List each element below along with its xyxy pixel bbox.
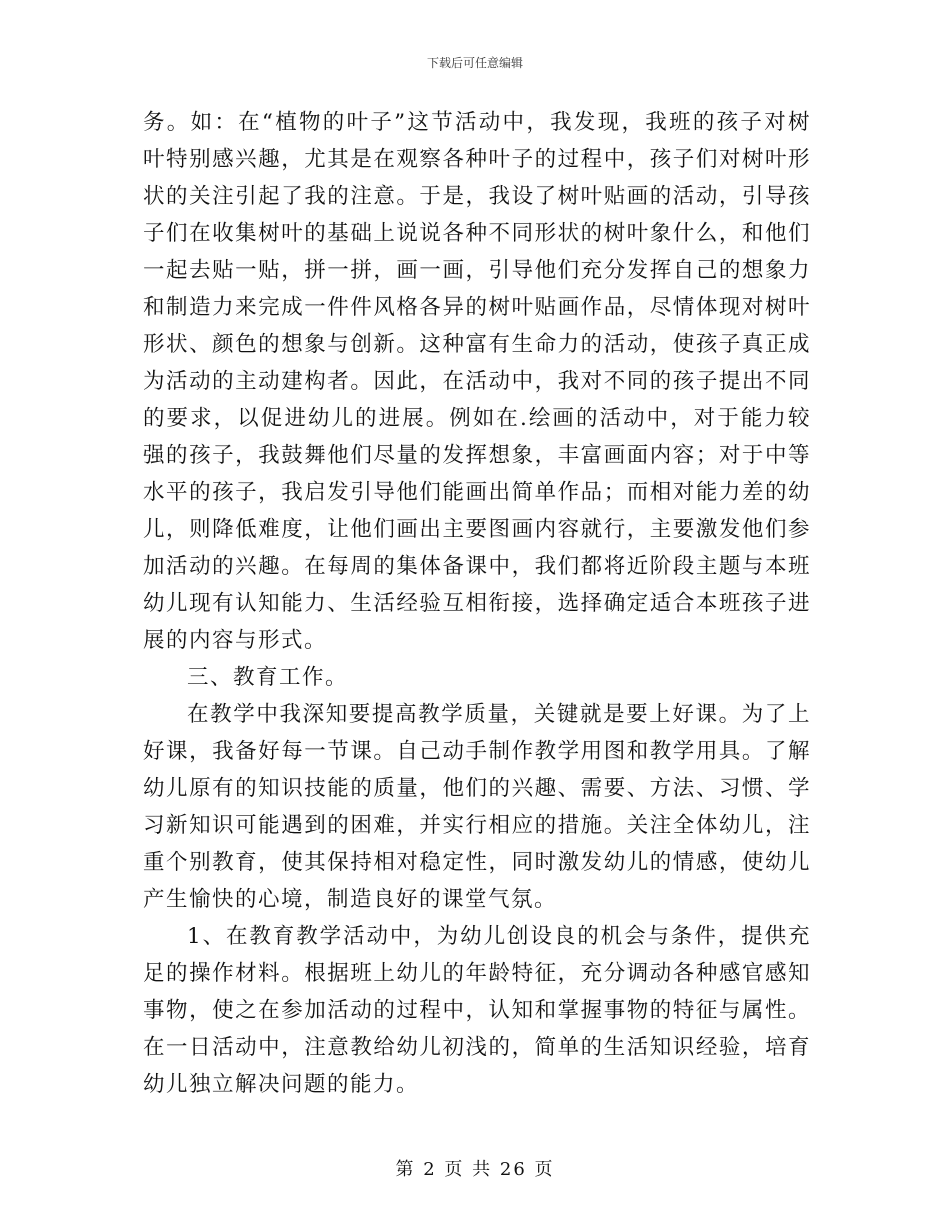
paragraph-teaching: 在教学中我深知要提高教学质量，关键就是要上好课。为了上好课，我备好每一节课。自己动手制作教学用图和教学用具。了解幼儿原有的知识技能的质量，他们的兴趣、需要、方法、习惯、学习新知识可能遇到的困难，并实行相应的措施。关注全体幼儿，注重个别教育，使其保持相对稳定性，同时激发幼儿的情感，使幼儿产生愉快的心境，制造良好的课堂气氛。 <box>143 702 811 912</box>
footer-suffix: 页 <box>534 1159 555 1180</box>
page-header: 下载后可任意编辑 <box>426 56 523 70</box>
paragraph-continuation: 务。如：在“植物的叶子”这节活动中，我发现，我班的孩子对树叶特别感兴趣，尤其是在观察各种叶子的过程中，孩子们对树叶形状的关注引起了我的注意。于是，我设了树叶贴画的活动，引导孩子们在收集树叶的基础上说说各种不同形状的树叶象什么，和他们一起去贴一贴，拼一拼，画一画，引导他们充分发挥自己的想象力和制造力来完成一件件风格各异的树叶贴画作品，尽情体现对树叶形状、颜色的想象与创新。这种富有生命力的活动，使孩子真正成为活动的主动建构者。因此，在活动中，我对不同的孩子提出不同的要求，以促进幼儿的进展。例如在.绘画的活动中，对于能力较强的孩子，我鼓舞他们尽量的发挥想象，丰富画面内容；对于中等水平的孩子，我启发引导他们能画出简单作品；而相对能力差的幼儿，则降低难度，让他们画出主要图画内容就行，主要激发他们参加活动的兴趣。在每周的集体备课中，我们都将近阶段主题与本班幼儿现有认知能力、生活经验互相衔接，选择确定适合本班孩子进展的内容与形式。 <box>143 110 811 653</box>
page-footer <box>0 1155 950 1181</box>
footer-page-number: 2 <box>423 1159 437 1180</box>
footer-middle: 页 共 <box>444 1159 493 1180</box>
footer-prefix: 第 <box>395 1159 416 1180</box>
section-heading: 三、教育工作。 <box>187 665 349 690</box>
paragraph-item-1: 1、在教育教学活动中，为幼儿创设良的机会与条件，提供充足的操作材料。根据班上幼儿的年龄特征，充分调动各种感官感知事物，使之在参加活动的过程中，认知和掌握事物的特征与属性。在一日活动中，注意教给幼儿初浅的，简单的生活知识经验，培育幼儿独立解决问题的能力。 <box>143 924 811 1097</box>
footer-total-pages: 26 <box>499 1159 527 1180</box>
document-body <box>143 104 811 1103</box>
